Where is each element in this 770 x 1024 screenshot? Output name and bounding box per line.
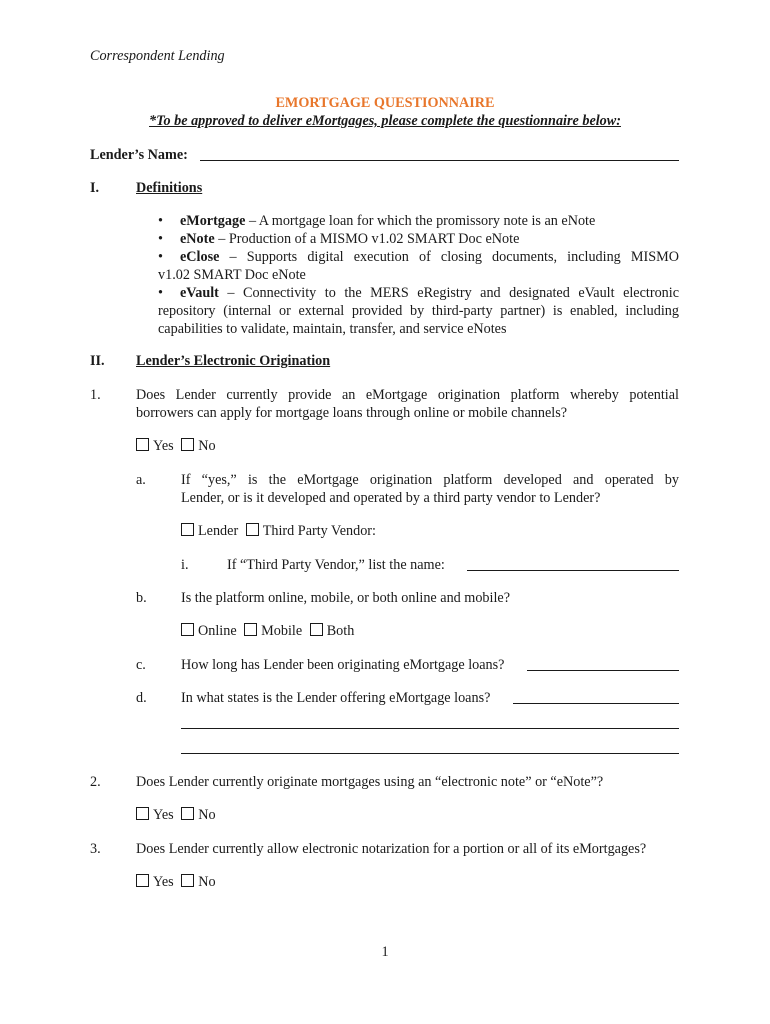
no-label: No bbox=[198, 807, 216, 823]
definition-text: – Supports digital execution of closing documents, including MISMO bbox=[219, 249, 679, 265]
question-2-options bbox=[136, 806, 216, 824]
definition-item bbox=[158, 212, 595, 230]
lender-label: Lender bbox=[198, 523, 239, 539]
definition-text-continued: repository (internal or external provided by third-party partner) is enabled, including bbox=[158, 303, 679, 319]
third-party-vendor-checkbox[interactable] bbox=[246, 523, 259, 536]
definition-text: – Production of a MISMO v1.02 SMART Doc eNote bbox=[214, 231, 520, 247]
section-1-heading: Definitions bbox=[136, 180, 203, 196]
question-1a-options bbox=[181, 522, 376, 540]
definition-item bbox=[158, 284, 679, 302]
yes-checkbox[interactable] bbox=[136, 807, 149, 820]
question-1-text-continued: borrowers can apply for mortgage loans through online or mobile channels? bbox=[136, 405, 568, 421]
yes-checkbox[interactable] bbox=[136, 438, 149, 451]
states-field-line-3[interactable] bbox=[181, 753, 679, 754]
question-1ai-label: i. bbox=[181, 557, 189, 573]
no-checkbox[interactable] bbox=[181, 438, 194, 451]
question-2-text: Does Lender currently originate mortgages using an “electronic note” or “eNote”? bbox=[136, 774, 604, 790]
definition-term: eMortgage bbox=[180, 213, 246, 229]
lender-name-label: Lender’s Name: bbox=[90, 147, 188, 163]
lender-name-field[interactable] bbox=[200, 160, 679, 161]
question-3-number: 3. bbox=[90, 841, 101, 857]
no-label: No bbox=[198, 438, 216, 454]
question-1b-options bbox=[181, 622, 354, 640]
section-2-heading: Lender’s Electronic Origination bbox=[136, 353, 331, 369]
page-header: Correspondent Lending bbox=[90, 48, 225, 64]
yes-checkbox[interactable] bbox=[136, 874, 149, 887]
bullet-icon: • bbox=[158, 213, 163, 229]
both-checkbox[interactable] bbox=[310, 623, 323, 636]
bullet-icon: • bbox=[158, 285, 163, 301]
bullet-icon: • bbox=[158, 249, 163, 265]
no-label: No bbox=[198, 874, 216, 890]
both-label: Both bbox=[326, 623, 355, 639]
yes-label: Yes bbox=[153, 874, 174, 890]
online-label: Online bbox=[198, 623, 237, 639]
document-subtitle: *To be approved to deliver eMortgages, please complete the questionnaire below: bbox=[149, 113, 621, 129]
question-1a-text-continued: Lender, or is it developed and operated by a third party vendor to Lender? bbox=[181, 490, 601, 506]
lender-checkbox[interactable] bbox=[181, 523, 194, 536]
document-title: EMORTGAGE QUESTIONNAIRE bbox=[275, 95, 495, 111]
question-1-text: Does Lender currently provide an eMortgage origination platform whereby potential bbox=[136, 387, 679, 403]
section-1-numeral: I. bbox=[90, 180, 100, 196]
yes-label: Yes bbox=[153, 807, 174, 823]
mobile-label: Mobile bbox=[261, 623, 303, 639]
no-checkbox[interactable] bbox=[181, 874, 194, 887]
question-1b-text: Is the platform online, mobile, or both online and mobile? bbox=[181, 590, 511, 606]
states-field[interactable] bbox=[513, 703, 679, 704]
section-2-numeral: II. bbox=[90, 353, 105, 369]
third-party-vendor-label: Third Party Vendor: bbox=[262, 523, 376, 539]
question-1b-label: b. bbox=[136, 590, 147, 606]
states-field-line-2[interactable] bbox=[181, 728, 679, 729]
definition-text: – Connectivity to the MERS eRegistry and designated eVault electronic bbox=[218, 285, 679, 301]
question-3-text: Does Lender currently allow electronic notarization for a portion or all of its eMortgages? bbox=[136, 841, 647, 857]
no-checkbox[interactable] bbox=[181, 807, 194, 820]
yes-label: Yes bbox=[153, 438, 174, 454]
question-1d-label: d. bbox=[136, 690, 147, 706]
page-number: 1 bbox=[381, 944, 389, 960]
origination-duration-field[interactable] bbox=[527, 670, 679, 671]
definition-term: eClose bbox=[180, 249, 220, 265]
definition-text: – A mortgage loan for which the promissory note is an eNote bbox=[245, 213, 596, 229]
definition-term: eNote bbox=[180, 231, 215, 247]
question-1a-text: If “yes,” is the eMortgage origination platform developed and operated by bbox=[181, 472, 679, 488]
definition-item bbox=[158, 230, 519, 248]
question-3-options bbox=[136, 873, 216, 891]
question-1-number: 1. bbox=[90, 387, 101, 403]
question-1-options bbox=[136, 437, 216, 455]
definition-text-continued: capabilities to validate, maintain, transfer, and service eNotes bbox=[158, 321, 507, 337]
vendor-name-field[interactable] bbox=[467, 570, 679, 571]
definition-term: eVault bbox=[180, 285, 219, 301]
question-1ai-text: If “Third Party Vendor,” list the name: bbox=[227, 557, 445, 573]
question-2-number: 2. bbox=[90, 774, 101, 790]
question-1c-text: How long has Lender been originating eMortgage loans? bbox=[181, 657, 505, 673]
online-checkbox[interactable] bbox=[181, 623, 194, 636]
question-1a-label: a. bbox=[136, 472, 146, 488]
definition-item bbox=[158, 248, 679, 266]
question-1c-label: c. bbox=[136, 657, 146, 673]
bullet-icon: • bbox=[158, 231, 163, 247]
definition-text-continued: v1.02 SMART Doc eNote bbox=[158, 267, 306, 283]
question-1d-text: In what states is the Lender offering eMortgage loans? bbox=[181, 690, 491, 706]
mobile-checkbox[interactable] bbox=[244, 623, 257, 636]
